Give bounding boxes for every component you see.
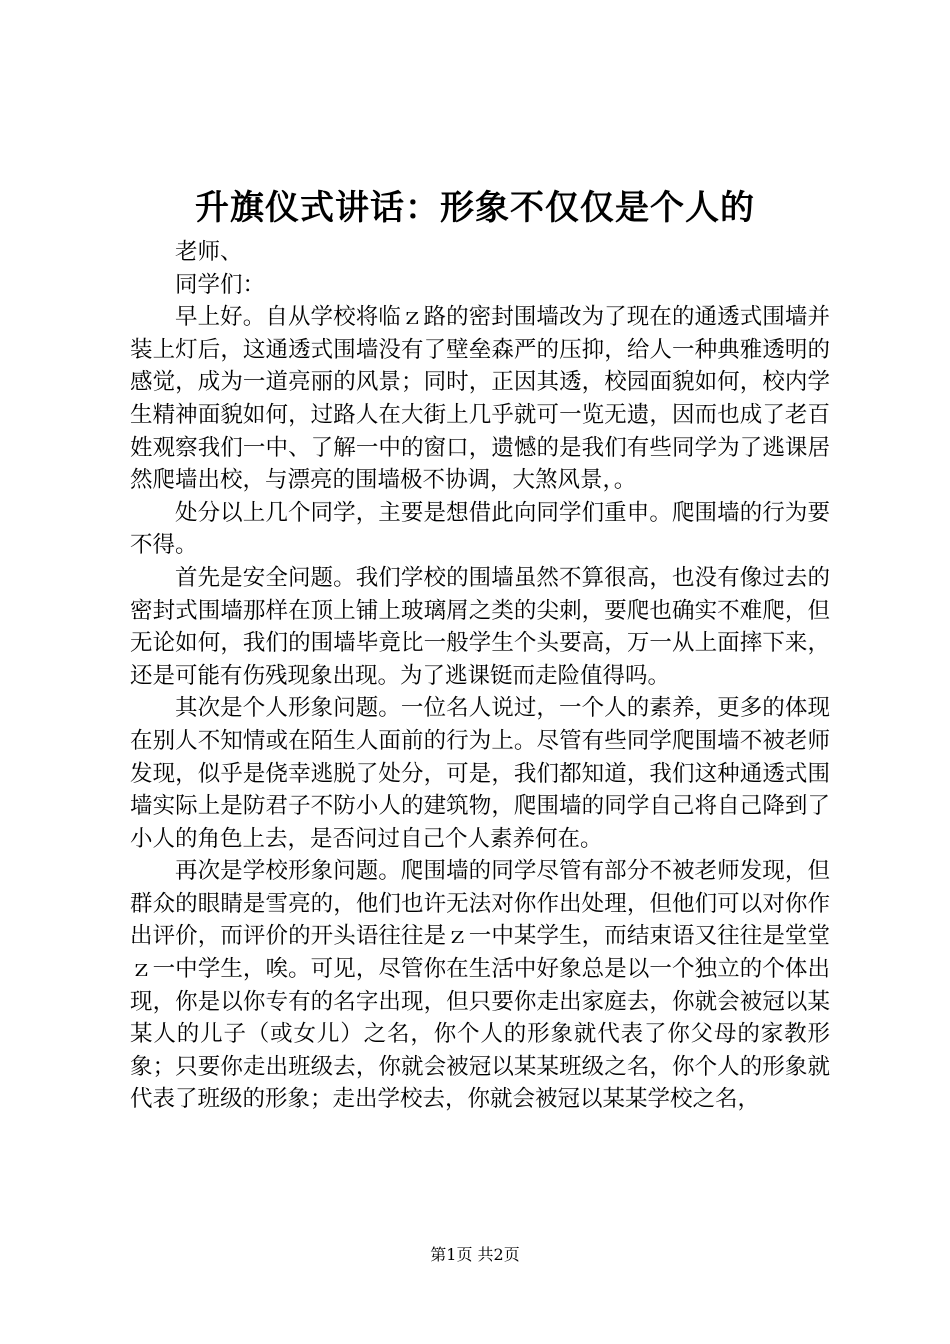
paragraph-safety: 首先是安全问题。我们学校的围墙虽然不算很高，也没有像过去的密封式围墙那样在顶上铺上玻璃屑之类的尖刺，要爬也确实不难爬，但无论如何，我们的围墙毕竟比一般学生个头要高，万一从上面摔下来，还是可能有伤残现象出现。为了逃课铤而走险值得吗。 [130,564,830,689]
salutation-teachers: 老师、 [175,239,243,265]
document-title: 升旗仪式讲话：形象不仅仅是个人的 [195,188,755,228]
paragraph-school-image: 再次是学校形象问题。爬围墙的同学尽管有部分不被老师发现，但群众的眼睛是雪亮的，他们也许无法对你作出处理，但他们可以对你作出评价，而评价的开头语往往是ｚ一中某学生，而结束语又往往是堂堂ｚ一中学生，唉。可见，尽管你在生活中好象总是以一个独立的个体出现，你是以你专有的名字出现，但只要你走出家庭去，你就会被冠以某某人的儿子（或女儿）之名，你个人的形象就代表了你父母的家教形象；只要你走出班级去，你就会被冠以某某班级之名，你个人的形象就代表了班级的形象；走出学校去，你就会被冠以某某学校之名， [130,858,830,1113]
paragraph-purpose: 处分以上几个同学，主要是想借此向同学们重申。爬围墙的行为要不得。 [130,499,830,559]
paragraph-greeting: 早上好。自从学校将临ｚ路的密封围墙改为了现在的通透式围墙并装上灯后，这通透式围墙没有了壁垒森严的压抑，给人一种典雅透明的感觉，成为一道亮丽的风景；同时，正因其透，校园面貌如何，校内学生精神面貌如何，过路人在大街上几乎就可一览无遗，因而也成了老百姓观察我们一中、了解一中的窗口，遗憾的是我们有些同学为了逃课居然爬墙出校，与漂亮的围墙极不协调，大煞风景，。 [130,304,830,494]
document-body [130,236,830,1116]
page-footer: 第1页 共2页 [430,1245,520,1264]
salutation-students: 同学们： [175,271,266,298]
paragraph-personal-image: 其次是个人形象问题。一位名人说过，一个人的素养，更多的体现在别人不知情或在陌生人面前的行为上。尽管有些同学爬围墙不被老师发现，似乎是侥幸逃脱了处分，可是，我们都知道，我们这种通透式围墙实际上是防君子不防小人的建筑物，爬围墙的同学自己将自己降到了小人的角色上去，是否问过自己个人素养何在。 [130,695,830,852]
